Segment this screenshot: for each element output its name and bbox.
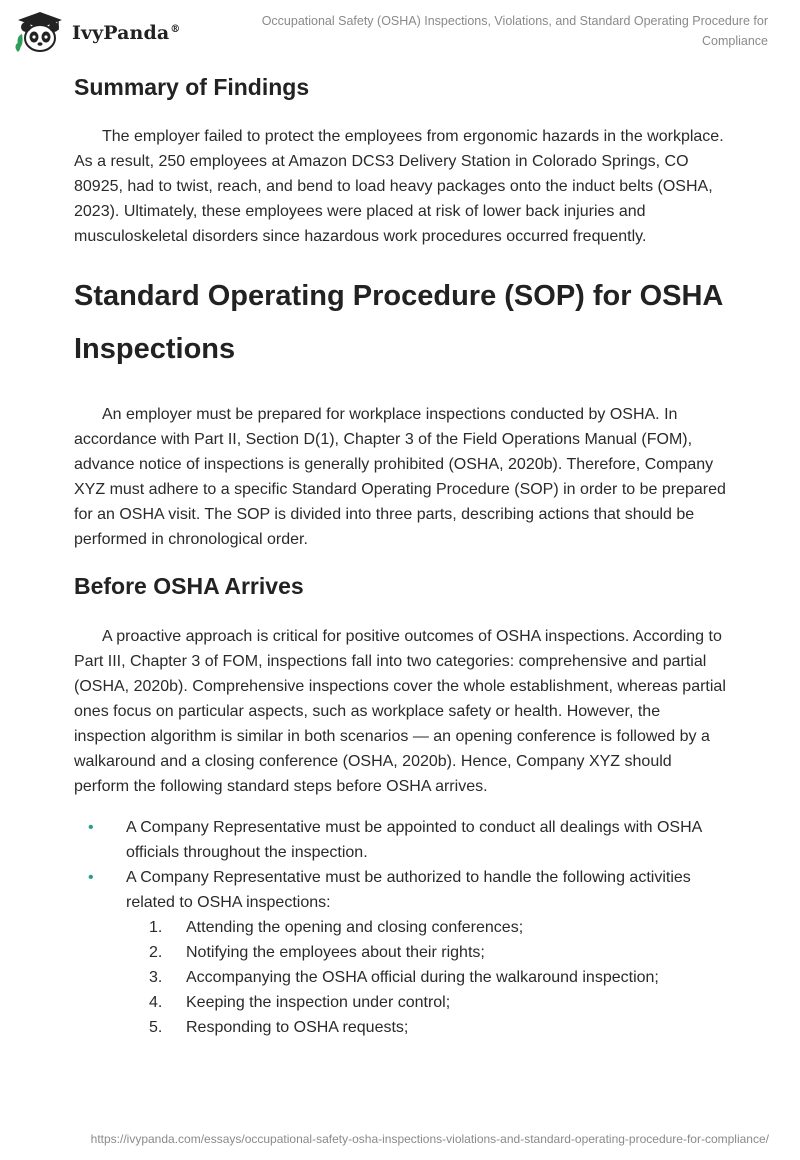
essay-content [74,70,730,1040]
summary-heading: Summary of Findings [74,74,310,100]
bullet-text: A Company Representative must be appointed to conduct all dealings with OSHA officials throughout the inspection. [126,819,702,861]
sop-bullet-list [74,815,730,1040]
step-text: Attending the opening and closing conferences; [186,919,524,936]
sop-paragraph: An employer must be prepared for workplace inspections conducted by OSHA. In accordance with Part II, Section D(1), Chapter 3 of the Field Operations Manual (FOM), advance notice of inspections is generally prohibited (OSHA, 2020b). Therefore, Company XYZ must adhere to a specific Standard Operating Procedure (SOP) in order to be prepared for an OSHA visit. The SOP is divided into three parts, describing actions that should be performed in chronological order. [74,406,726,548]
list-item [74,865,730,1040]
list-item [126,940,730,965]
sop-heading: Standard Operating Procedure (SOP) for OSHA Inspections [74,280,723,365]
representative-activities-list [126,915,730,1040]
logo-wordmark: IvyPanda® [72,22,181,44]
list-item [126,990,730,1015]
bullet-icon: • [88,869,94,886]
step-text: Accompanying the OSHA official during the walkaround inspection; [186,969,659,986]
before-osha-paragraph: A proactive approach is critical for positive outcomes of OSHA inspections. According to Part III, Chapter 3 of FOM, inspections fall into two categories: comprehensive and partial (OSHA, 2020b). Comprehensive inspections cover the whole establishment, whereas partial ones focus on particular aspects, such as workplace safety or health. However, the inspection algorithm is similar in both scenarios — an opening conference is followed by a walkaround and a closing conference (OSHA, 2020b). Hence, Company XYZ should perform the following standard steps before OSHA arrives. [74,628,726,795]
step-number: 2. [149,944,163,961]
list-item [126,915,730,940]
step-number: 4. [149,994,163,1011]
summary-paragraph: The employer failed to protect the employees from ergonomic hazards in the workplace. As a result, 250 employees at Amazon DCS3 Delivery Station in Colorado Springs, CO 80925, had to twist, reach, and bend to load heavy packages onto the induct belts (OSHA, 2023). Ultimately, these employees were placed at risk of lower back injuries and musculoskeletal disorders since hazardous work procedures occurred frequently. [74,128,724,245]
bullet-text: A Company Representative must be authorized to handle the following activities related to OSHA inspections: [126,869,691,911]
panda-graduate-icon [14,10,66,54]
ivypanda-logo[interactable] [14,10,180,54]
list-item [74,815,730,865]
step-text: Notifying the employees about their rights; [186,944,485,961]
step-text: Responding to OSHA requests; [186,1019,409,1036]
list-item [126,1015,730,1040]
document-title: Occupational Safety (OSHA) Inspections, Violations, and Standard Operating Procedure for Compliance [261,14,768,48]
before-osha-heading: Before OSHA Arrives [74,573,304,599]
step-number: 3. [149,969,163,986]
step-text: Keeping the inspection under control; [186,994,451,1011]
step-number: 1. [149,919,163,936]
list-item [126,965,730,990]
step-number: 5. [149,1019,163,1036]
page-header [0,0,800,62]
source-url[interactable]: https://ivypanda.com/essays/occupational-safety-osha-inspections-violations-and-standard-operating-procedure-for-compliance/ [90,1132,769,1146]
bullet-icon: • [88,819,94,836]
